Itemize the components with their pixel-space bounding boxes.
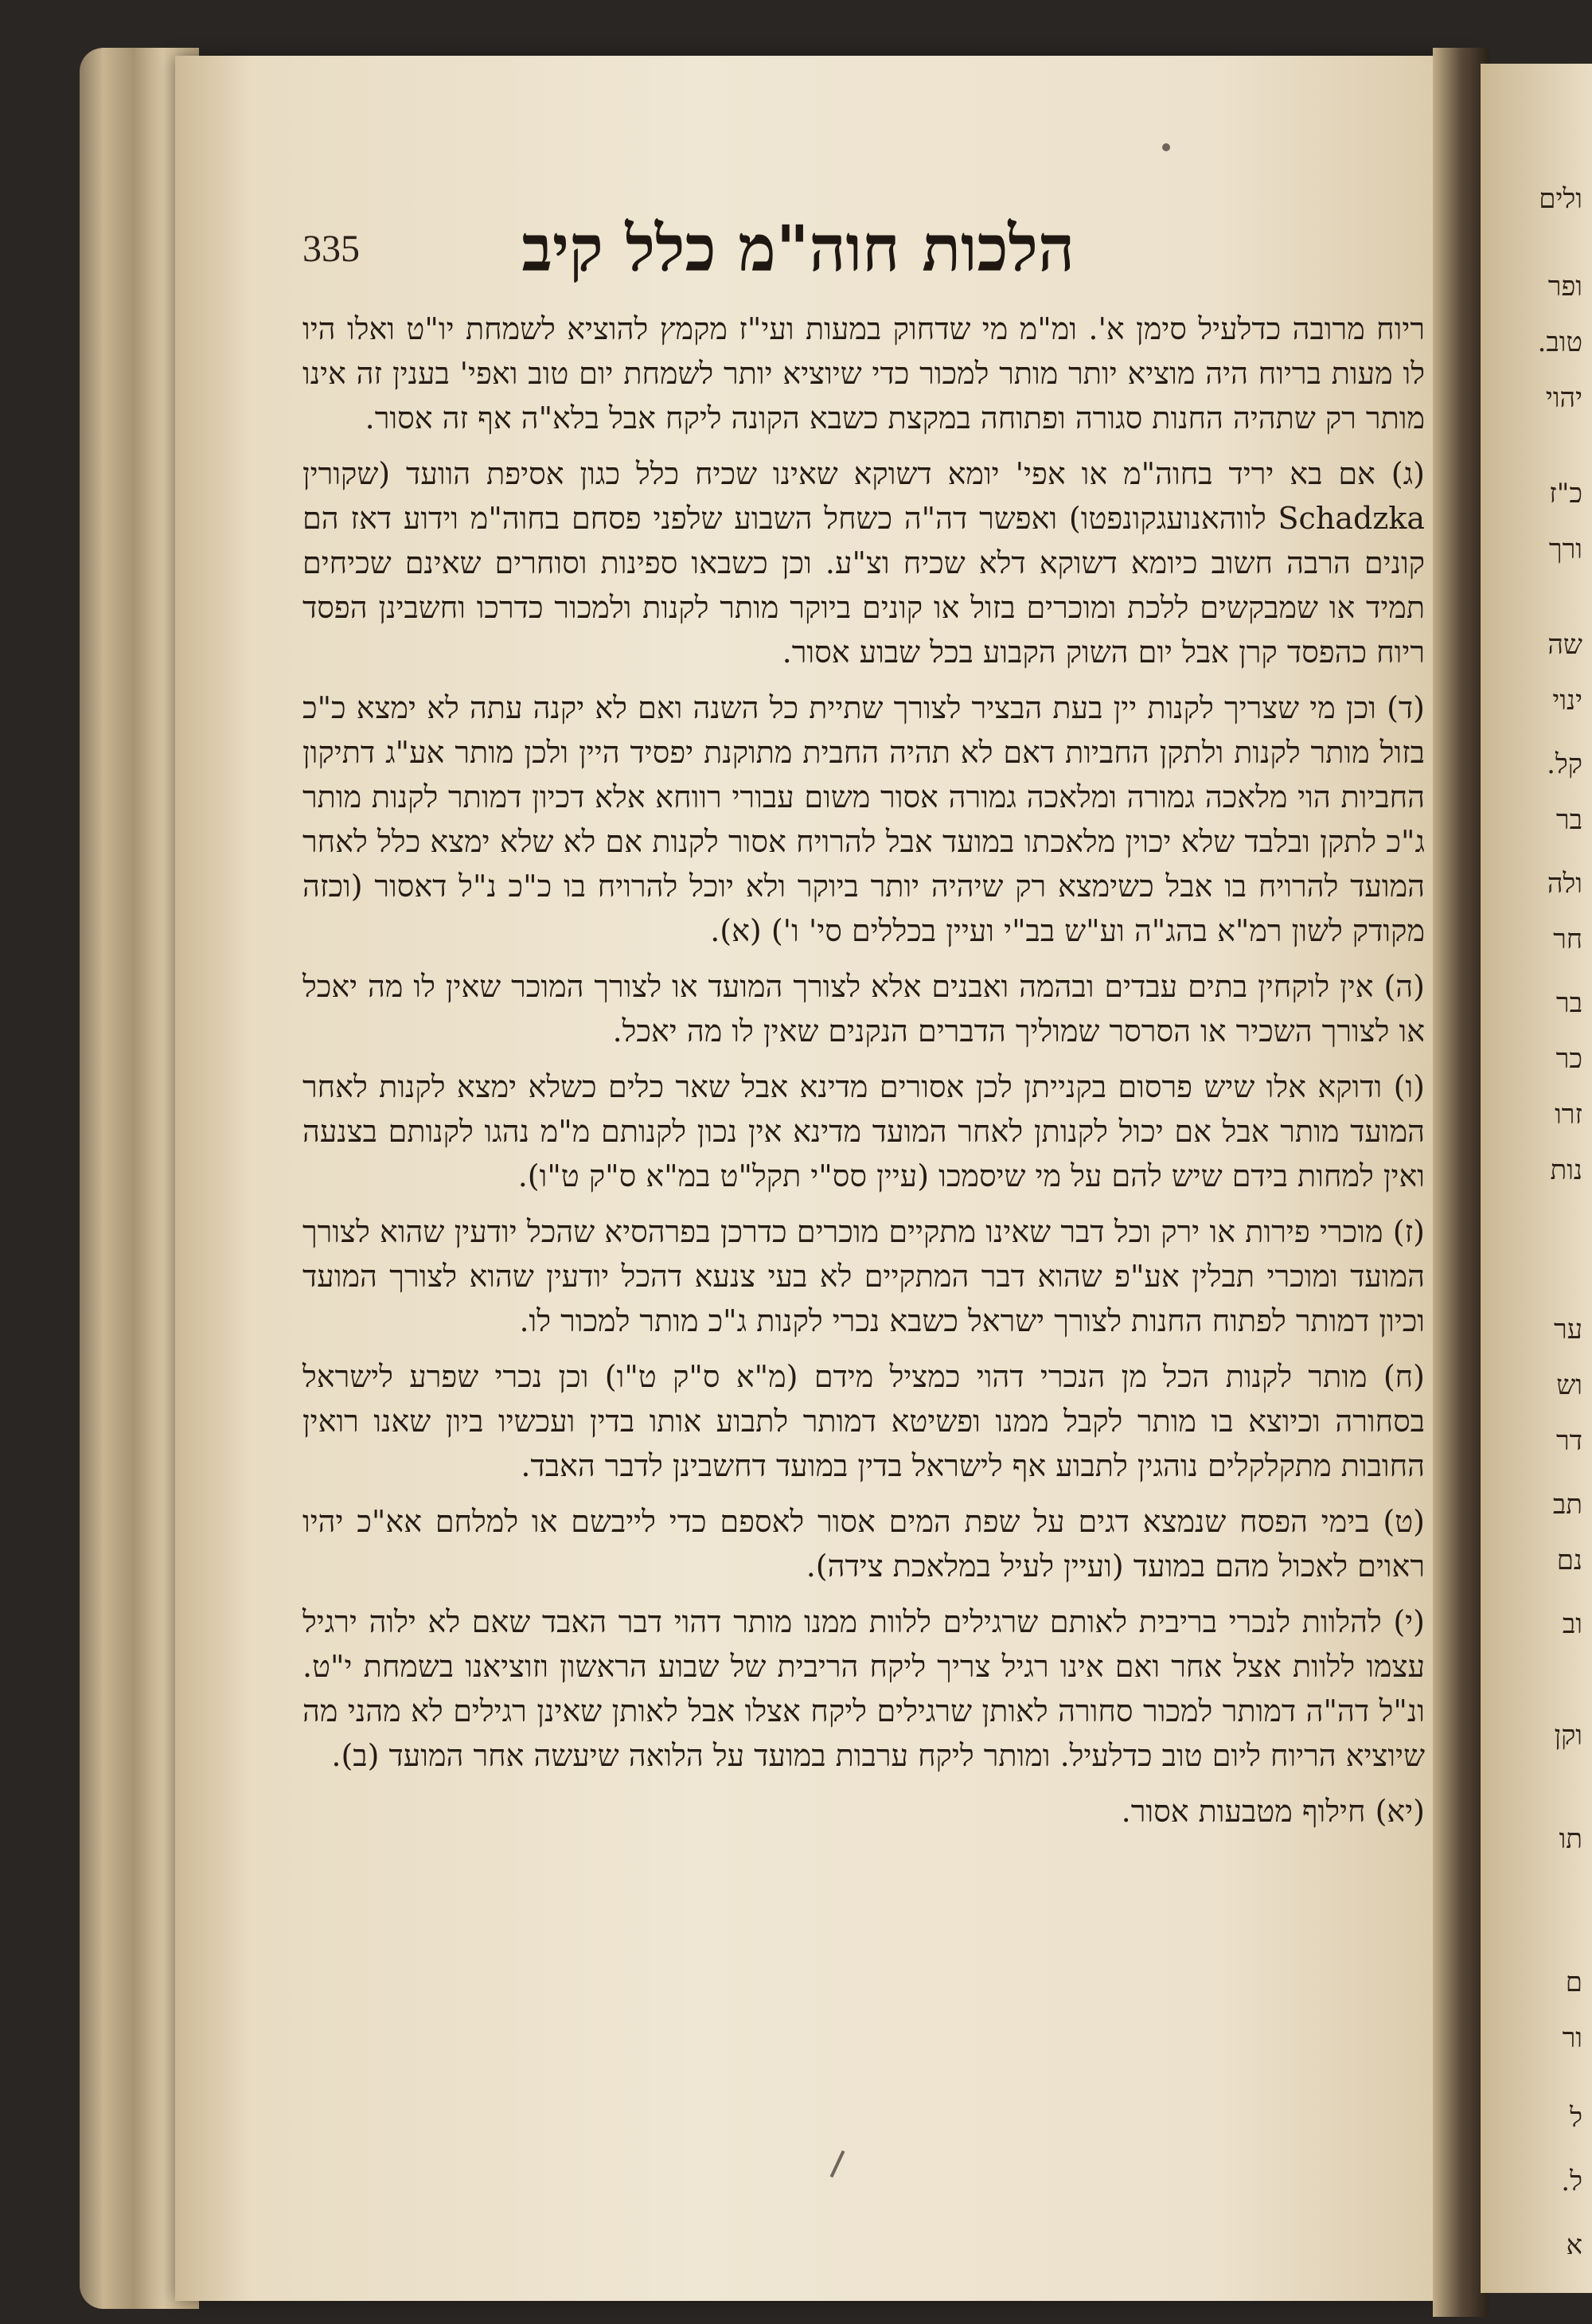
right-page-text-fragment: יהוי	[1545, 382, 1582, 414]
right-page-text-fragment: בר	[1555, 804, 1582, 836]
right-page-text-fragment: טוב.	[1537, 326, 1582, 358]
paragraph-gimel: (ג) אם בא יריד בחוה"מ או אפי' יומא דשוקא שאינו שכיח כלל כגון אסיפת הוועד (שקורין Schadzka לווהאנועגקונפטו) ואפשר דה"ה כשחל השבוע שלפני פסחם בחוה"מ וידוע דאז הם קונים הרבה חשוב כיומא דשוקא דלא שכיח וצ"ע. וכן כשבאו ספינות וסוחרים שאינם שכיחים תמיד או שמבקשים ללכת ומוכרים בזול או קונים ביוקר מותר לקנות ולמכור כדרכו וחשבינן הפסד ריוח כהפסד קרן אבל יום השוק הקבוע בכל שבוע אסור.	[302, 456, 1425, 670]
right-page-fragment	[1481, 64, 1592, 2293]
paragraph-yud: (י) להלוות לנכרי בריבית לאותם שרגילים ללוות ממנו מותר דהוי דבר האבד שאם לא ילוה ירגיל עצמו ללוות אצל אחר ואם אינו רגיל צריך ליקח הריבית של שבוע הראשון וזוציאנו בשמחת י"ט. ונ"ל דה"ה דמותר למכור סחורה לאותן שרגילים ליקח אצלו אבל לאותן שאינן רגילים לא מהני מה שיוציא הריוח ליום טוב כדלעיל. ומותר ליקח ערבות במועד על הלואה שיעשה אחר המועד (ב).	[302, 1604, 1425, 1773]
paragraph-dalet: (ד) וכן מי שצריך לקנות יין בעת הבציר לצורך שתיית כל השנה ואם לא יקנה עתה לא ימצא כ"כ בזול מותר לקנות ולתקן החביות דאם לא תהיה החבית מתוקנת יפסיד היין ולכן מותר אע"ג דתיקון החביות הוי מלאכה גמורה ומלאכה גמורה אסור משום עבורי רווחא אלא דכיון דמותר לקנות מותר ג"כ לתקן ובלבד שלא יכוין מלאכתו במועד אבל להרויח אסור לקנות אם לא שלא ימצא כלל לאחר המועד להרויח בו אבל כשימצא רק שיהיה יותר ביוקר ולא יוכל להרויח בו כ"כ נ"ל דאסור (וכזה מקודק לשון רמ"א בהג"ה וע"ש בב"י ועיין בכללים סי' ו') (א).	[302, 690, 1425, 948]
right-page-text-fragment: א	[1566, 2229, 1582, 2261]
running-title: הלכות חוה"מ כלל קיב	[521, 211, 1075, 286]
right-page-text-fragment: ל	[1570, 2102, 1582, 2134]
right-page-text-fragment: וש	[1556, 1369, 1582, 1401]
right-page-text-fragment: קל.	[1547, 748, 1582, 780]
paragraph-zayin: (ז) מוכרי פירות או ירק וכל דבר שאינו מתקיים מוכרים כדרכן בפרהסיא שהכל יודעין שהוא לצורך המועד ומוכרי תבלין אע"פ שהוא דבר המתקיים לא בעי צנעא דהכל יודעין שהוא לצורך המועד וכיון דמותר לפתוח החנות לצורך ישראל כשבא נכרי לקנות ג"כ מותר למכור לו.	[302, 1214, 1425, 1338]
right-page-text-fragment: תו	[1559, 1823, 1582, 1855]
right-page-text-fragment: וקן	[1554, 1720, 1582, 1752]
right-page-text-fragment: שה	[1547, 629, 1582, 661]
right-page-text-fragment: נם	[1556, 1545, 1582, 1576]
main-text	[302, 307, 1425, 1845]
right-page-text-fragment: תב	[1552, 1489, 1582, 1521]
right-page-text-fragment: כ"ז	[1549, 478, 1582, 510]
paragraph-vav: (ו) ודוקא אלו שיש פרסום בקנייתן לכן אסורים מדינא אבל שאר כלים כשלא ימצא לקנות לאחר המועד מותר אבל אם יכול לקנותן לאחר המועד מדינא אין נכון לקנותם מ"מ נהגו לקנותם בצנעה ואין למחות בידם שיש להם על מי שיסמכו (עיין סס"י תקל"ט במ"א ס"ק ט"ו).	[302, 1069, 1425, 1193]
paragraph-tet: (ט) בימי הפסח שנמצא דגים על שפת המים אסור לאספם כדי לייבשם או למלחם אא"כ יהיו ראוים לאכול מהם במועד (ועיין לעיל במלאכת צידה).	[302, 1504, 1425, 1584]
right-page-text-fragment: חר	[1553, 924, 1582, 955]
ink-spot	[1162, 143, 1170, 151]
right-page-text-fragment: ופר	[1547, 271, 1582, 303]
page-number: 335	[302, 228, 360, 270]
right-page-text-fragment: ינוי	[1552, 685, 1582, 717]
right-page-text-fragment: ולים	[1539, 183, 1582, 215]
right-page-text-fragment: ולה	[1547, 868, 1582, 900]
right-page-text-fragment: זרו	[1555, 1099, 1582, 1131]
page-header	[302, 211, 1098, 291]
paragraph-continuation: ריוח מרובה כדלעיל סימן א'. ומ"מ מי שדחוק במעות ועי"ז מקמץ להוציא לשמחת יו"ט ואלו היו לו מעות בריוח היה מוציא יותר מותר למכור כדי שיוציא יותר לשמחת יום טוב ואפי' בענין זה אינו מותר רק שתהיה החנות סגורה ופתוחה במקצת כשבא הקונה ליקח אבל בלא"ה אף זה אסור.	[302, 311, 1425, 436]
right-page-text-fragment: דר	[1555, 1425, 1582, 1457]
right-page-text-fragment: בר	[1555, 987, 1582, 1019]
right-page-text-fragment: וב	[1562, 1608, 1582, 1640]
right-page-text-fragment: ם	[1565, 1967, 1582, 1998]
right-page-text-fragment: נות	[1550, 1154, 1582, 1186]
right-page-text-fragment: כר	[1555, 1043, 1582, 1075]
paragraph-chet: (ח) מותר לקנות הכל מן הנכרי דהוי כמציל מידם (מ"א ס"ק ט"ו) וכן נכרי שפרע לישראל בסחורה וכיוצא בו מותר לקבל ממנו ופשיטא דמותר לתבוע אותו בדין ועכשיו ביון שאנו רואין החובות מתקלקלים נוהגין לתבוע אף לישראל בדין במועד דחשבינן לדבר האבד.	[302, 1359, 1425, 1483]
right-page-text-fragment: ל.	[1561, 2166, 1582, 2197]
right-page-text-fragment: ורך	[1548, 533, 1582, 565]
paragraph-he: (ה) אין לוקחין בתים עבדים ובהמה ואבנים אלא לצורך המועד או לצורך המוכר שאין לו מה יאכל או לצורך השכיר או הסרסר שמוליך הדברים הנקנים שאין לו מה יאכל.	[302, 969, 1425, 1049]
right-page-text-fragment: ור	[1562, 2022, 1582, 2054]
paragraph-yud-alef: (יא) חילוף מטבעות אסור.	[1121, 1794, 1425, 1829]
right-page-text-fragment: ער	[1554, 1314, 1582, 1346]
